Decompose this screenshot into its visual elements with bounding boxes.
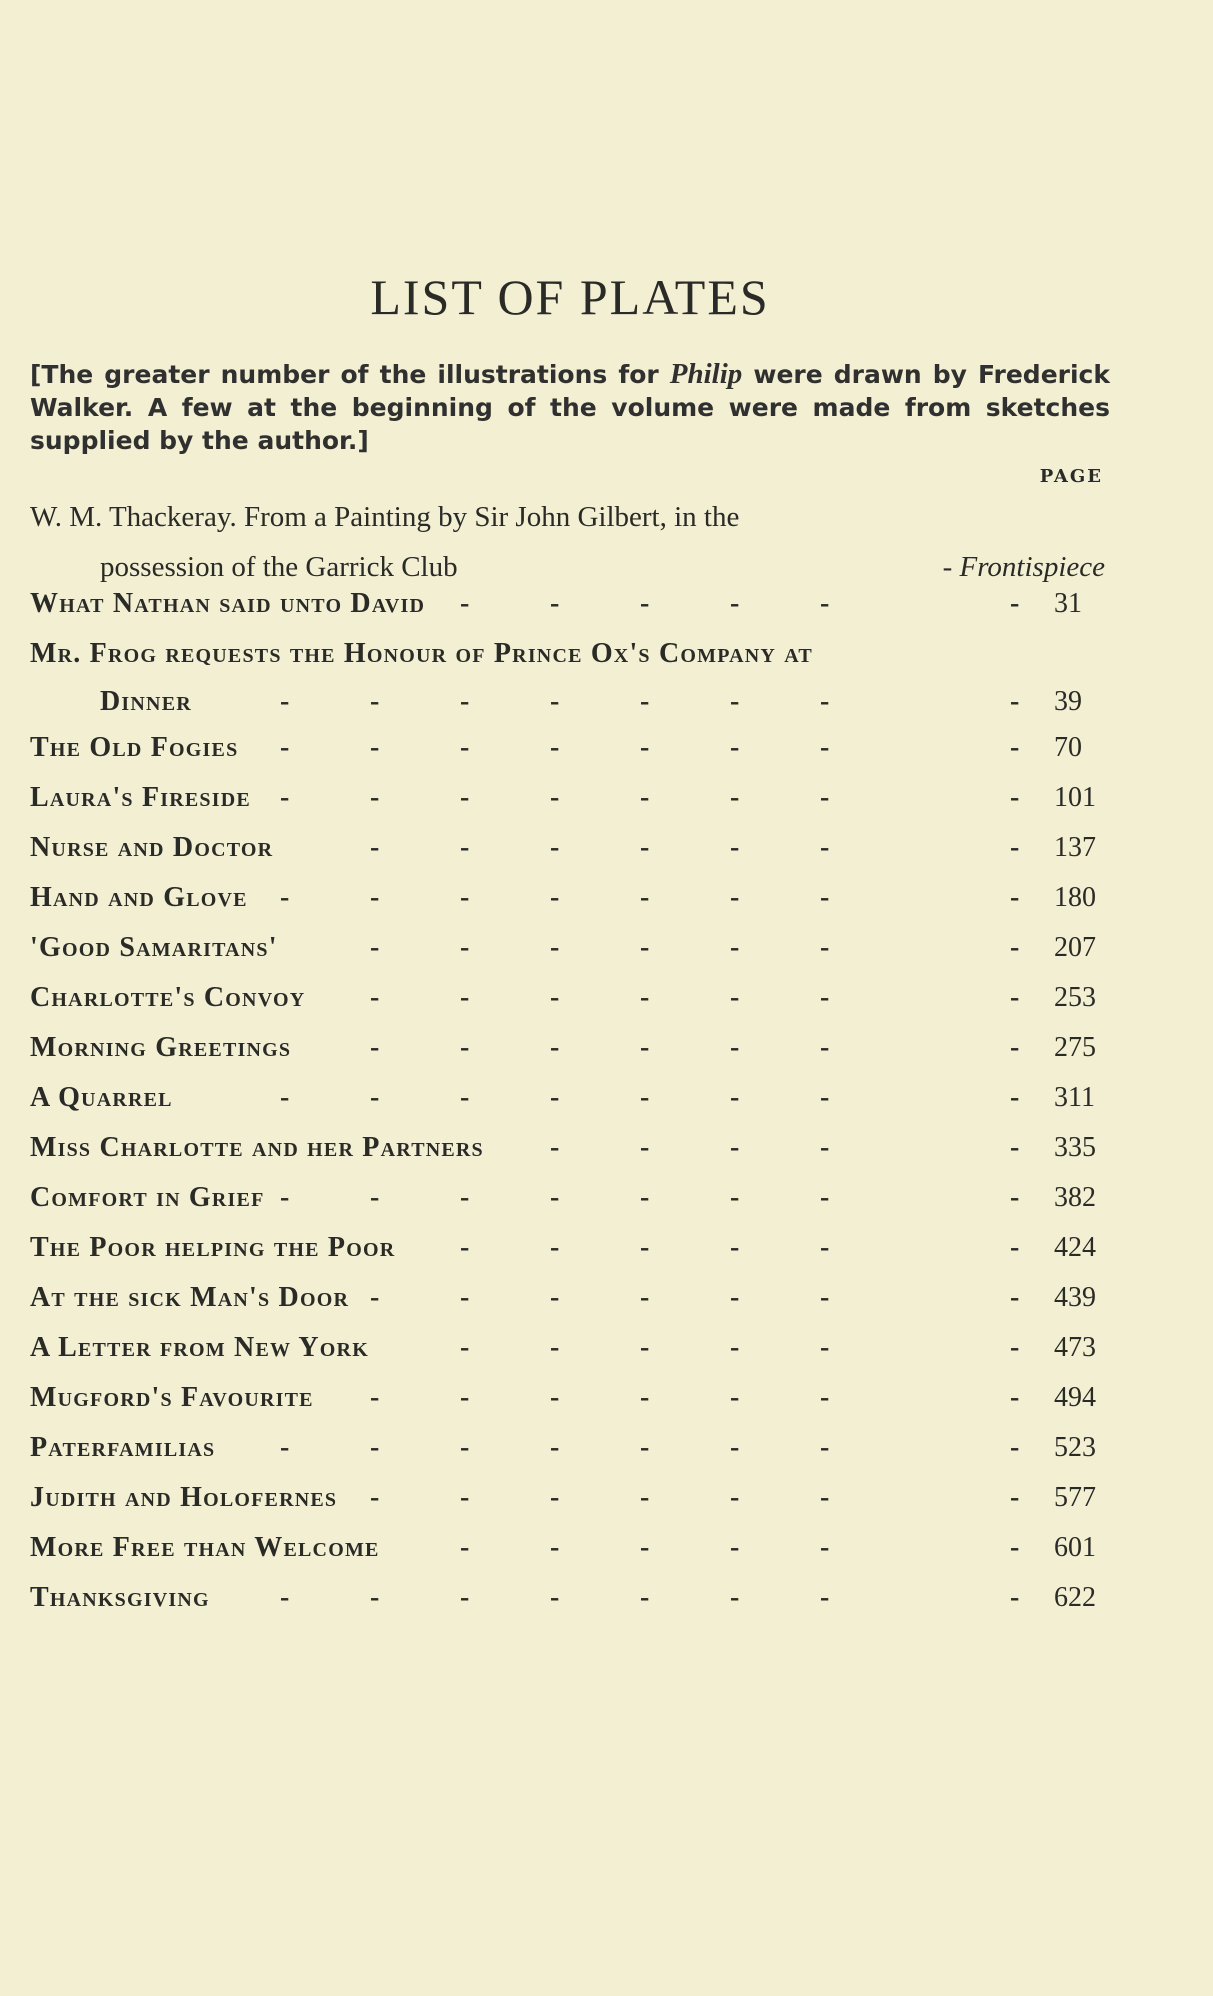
leader-dash: -	[730, 1482, 740, 1513]
leader-dash: -	[370, 1182, 380, 1213]
leader-dash: -	[730, 1332, 740, 1363]
plate-title: Nurse and Doctor	[30, 832, 274, 863]
plate-title: Morning Greetings	[30, 1032, 292, 1063]
leader-dash: -	[640, 1432, 650, 1463]
leader-dash: -	[820, 686, 830, 717]
plate-entry	[30, 1026, 1110, 1076]
plate-entry	[30, 926, 1110, 976]
plate-entry	[30, 1176, 1110, 1226]
leader-dash: -	[370, 732, 380, 763]
plate-page-number: 424	[1054, 1232, 1096, 1263]
leader-dash: -	[730, 1532, 740, 1563]
plate-title: Laura's Fireside	[30, 782, 251, 813]
leader-dash: -	[550, 1132, 560, 1163]
leader-dash: -	[730, 1082, 740, 1113]
leader-dash: -	[280, 782, 290, 813]
leader-dash: -	[1010, 932, 1020, 963]
leader-dash: -	[820, 1082, 830, 1113]
leader-dash: -	[820, 1232, 830, 1263]
leader-dash: -	[460, 588, 470, 619]
plate-entry	[30, 876, 1110, 926]
leader-dash: -	[640, 982, 650, 1013]
plate-page-number: 253	[1054, 982, 1096, 1013]
leader-dash: -	[730, 732, 740, 763]
leader-dash: -	[460, 686, 470, 717]
leader-dash: -	[550, 1082, 560, 1113]
plate-page-number: 101	[1054, 782, 1096, 813]
leader-dash: -	[460, 1232, 470, 1263]
leader-dash: -	[640, 1282, 650, 1313]
plate-page-number: 494	[1054, 1382, 1096, 1413]
leader-dash: -	[550, 1232, 560, 1263]
leader-dash: -	[1010, 1582, 1020, 1613]
leader-dash: -	[370, 1482, 380, 1513]
leader-dash: -	[730, 588, 740, 619]
leader-dash: -	[550, 1482, 560, 1513]
leader-dash: -	[550, 1432, 560, 1463]
plate-title-continued: Dinner	[100, 686, 192, 717]
plate-title: More Free than Welcome	[30, 1532, 380, 1563]
leader-dash: -	[460, 982, 470, 1013]
plate-entry	[30, 1276, 1110, 1326]
leader-dash: -	[820, 1282, 830, 1313]
leader-dash: -	[460, 932, 470, 963]
leader-dash: -	[730, 932, 740, 963]
plate-page-number: 39	[1054, 686, 1082, 717]
leader-dash: -	[370, 782, 380, 813]
leader-dash: -	[370, 1032, 380, 1063]
leader-dash: -	[820, 882, 830, 913]
plate-title: At the sick Man's Door	[30, 1282, 350, 1313]
leader-dash: -	[730, 1282, 740, 1313]
leader-dash: -	[1010, 1182, 1020, 1213]
leader-dash: -	[280, 882, 290, 913]
leader-dash: -	[370, 1432, 380, 1463]
leader-dash: -	[1010, 1532, 1020, 1563]
leader-dash: -	[550, 588, 560, 619]
leader-dash: -	[1010, 732, 1020, 763]
frontispiece-page: - Frontispiece	[942, 551, 1105, 583]
plate-entry	[30, 632, 1110, 726]
leader-dash: -	[460, 832, 470, 863]
plate-entry	[30, 1076, 1110, 1126]
frontispiece-line1: W. M. Thackeray. From a Painting by Sir John Gilbert, in the	[30, 501, 740, 533]
leader-dash: -	[730, 1432, 740, 1463]
leader-dash: -	[460, 732, 470, 763]
plate-page-number: 335	[1054, 1132, 1096, 1163]
leader-dash: -	[460, 1532, 470, 1563]
plate-entry	[30, 976, 1110, 1026]
leader-dash: -	[640, 882, 650, 913]
leader-dash: -	[1010, 588, 1020, 619]
plate-page-number: 577	[1054, 1482, 1096, 1513]
plate-title: Mr. Frog requests the Honour of Prince Ox's Company at	[30, 638, 813, 669]
page-column-label: PAGE	[1039, 466, 1103, 487]
leader-dash: -	[640, 686, 650, 717]
leader-dash: -	[1010, 1382, 1020, 1413]
leader-dash: -	[370, 832, 380, 863]
plate-title: What Nathan said unto David	[30, 588, 426, 619]
frontispiece-line2: possession of the Garrick Club	[100, 551, 458, 583]
intro-italic-title: Philip	[669, 358, 743, 390]
leader-dash: -	[820, 1582, 830, 1613]
leader-dash: -	[370, 686, 380, 717]
leader-dash: -	[280, 1082, 290, 1113]
page-title: LIST OF PLATES	[370, 269, 770, 325]
plate-title: Thanksgiving	[30, 1582, 210, 1613]
leader-dash: -	[550, 982, 560, 1013]
plate-page-number: 439	[1054, 1282, 1096, 1313]
plate-page-number: 523	[1054, 1432, 1096, 1463]
leader-dash: -	[730, 782, 740, 813]
plate-page-number: 207	[1054, 932, 1096, 963]
leader-dash: -	[640, 1132, 650, 1163]
leader-dash: -	[640, 588, 650, 619]
leader-dash: -	[550, 782, 560, 813]
plate-title: A Quarrel	[30, 1082, 173, 1113]
leader-dash: -	[640, 1332, 650, 1363]
leader-dash: -	[1010, 1082, 1020, 1113]
plate-page-number: 622	[1054, 1582, 1096, 1613]
plate-title: A Letter from New York	[30, 1332, 369, 1363]
plate-title: 'Good Samaritans'	[30, 932, 278, 963]
leader-dash: -	[280, 686, 290, 717]
leader-dash: -	[370, 1282, 380, 1313]
leader-dash: -	[280, 1582, 290, 1613]
plate-title: Mugford's Favourite	[30, 1382, 314, 1413]
leader-dash: -	[820, 732, 830, 763]
leader-dash: -	[460, 1432, 470, 1463]
leader-dash: -	[730, 686, 740, 717]
leader-dash: -	[640, 832, 650, 863]
leader-dash: -	[1010, 832, 1020, 863]
leader-dash: -	[460, 1282, 470, 1313]
leader-dash: -	[370, 882, 380, 913]
intro-text-before: [The greater number of the illustrations for	[30, 360, 670, 389]
leader-dash: -	[820, 932, 830, 963]
plate-entry	[30, 826, 1110, 876]
leader-dash: -	[550, 1582, 560, 1613]
leader-dash: -	[460, 1332, 470, 1363]
frontispiece-page-text: Frontispiece	[959, 551, 1105, 583]
leader-dash: -	[550, 1182, 560, 1213]
leader-dash: -	[1010, 1432, 1020, 1463]
leader-dash: -	[640, 732, 650, 763]
plate-page-number: 180	[1054, 882, 1096, 913]
leader-dash: -	[640, 782, 650, 813]
leader-dash: -	[730, 882, 740, 913]
plate-title: Comfort in Grief	[30, 1182, 265, 1213]
leader-dash: -	[1010, 1032, 1020, 1063]
leader-dash: -	[730, 1232, 740, 1263]
plate-page-number: 311	[1054, 1082, 1095, 1113]
leader-dash: -	[1010, 782, 1020, 813]
plate-title: The Poor helping the Poor	[30, 1232, 396, 1263]
plate-title: Paterfamilias	[30, 1432, 216, 1463]
leader-dash: -	[1010, 1282, 1020, 1313]
leader-dash: -	[1010, 882, 1020, 913]
leader-dash: -	[1010, 1132, 1020, 1163]
leader-dash: -	[1010, 1232, 1020, 1263]
plate-title: Miss Charlotte and her Partners	[30, 1132, 484, 1163]
plate-entry	[30, 582, 1110, 632]
plates-list	[30, 582, 1110, 1626]
intro-text-after: were drawn by Frederick Walker. A few at the beginning of the volume were made from sketches supplied by the author.]	[30, 360, 1110, 455]
plate-page-number: 137	[1054, 832, 1096, 863]
leader-dash: -	[370, 932, 380, 963]
leader-dash: -	[820, 1432, 830, 1463]
leader-dash: -	[550, 1532, 560, 1563]
plate-entry	[30, 1576, 1110, 1626]
leader-dash: -	[550, 1382, 560, 1413]
leader-dash: -	[370, 1382, 380, 1413]
leader-dash: -	[460, 1032, 470, 1063]
leader-dash: -	[730, 1182, 740, 1213]
leader-dash: -	[1010, 982, 1020, 1013]
plate-page-number: 70	[1054, 732, 1082, 763]
leader-dash: -	[640, 932, 650, 963]
leader-dash: -	[1010, 1482, 1020, 1513]
leader-dash: -	[1010, 1332, 1020, 1363]
leader-dash: -	[280, 732, 290, 763]
leader-dash: -	[460, 1082, 470, 1113]
leader-dash: -	[820, 588, 830, 619]
leader-dash: -	[460, 1482, 470, 1513]
leader-dash: -	[1010, 686, 1020, 717]
plate-title: Judith and Holofernes	[30, 1482, 338, 1513]
plate-title: The Old Fogies	[30, 732, 239, 763]
plate-page-number: 473	[1054, 1332, 1096, 1363]
leader-dash: -	[460, 1382, 470, 1413]
leader-dash: -	[460, 1182, 470, 1213]
plate-entry	[30, 1226, 1110, 1276]
leader-dash: -	[280, 1182, 290, 1213]
leader-dash: -	[820, 1332, 830, 1363]
leader-dash: -	[550, 882, 560, 913]
leader-dash: -	[820, 1132, 830, 1163]
leader-dash: -	[280, 1432, 290, 1463]
leader-dash: -	[820, 1182, 830, 1213]
leader-dash: -	[370, 1582, 380, 1613]
leader-dash: -	[460, 882, 470, 913]
plate-entry	[30, 1126, 1110, 1176]
leader-dash: -	[550, 932, 560, 963]
plate-entry	[30, 1426, 1110, 1476]
leader-dash: -	[730, 1382, 740, 1413]
plate-entry	[30, 1476, 1110, 1526]
plate-entry	[30, 1326, 1110, 1376]
plate-page-number: 31	[1054, 588, 1082, 619]
plate-title: Hand and Glove	[30, 882, 248, 913]
plate-page-number: 382	[1054, 1182, 1096, 1213]
leader-dash: -	[820, 1482, 830, 1513]
plate-page-number: 601	[1054, 1532, 1096, 1563]
frontispiece-entry	[30, 492, 1105, 592]
leader-dash: -	[640, 1082, 650, 1113]
leader-dash: -	[820, 1532, 830, 1563]
leader-dash: -	[460, 782, 470, 813]
leader-dash: -	[640, 1382, 650, 1413]
leader-dash: -	[640, 1182, 650, 1213]
plate-entry	[30, 776, 1110, 826]
leader-dash: -	[550, 1282, 560, 1313]
leader-dash: -	[460, 1582, 470, 1613]
leader-dash: -	[550, 1032, 560, 1063]
leader-dash: -	[730, 832, 740, 863]
leader-dash: -	[820, 832, 830, 863]
leader-dash: -	[550, 832, 560, 863]
plate-entry	[30, 1376, 1110, 1426]
leader-dash: -	[550, 686, 560, 717]
leader-dash: -	[640, 1532, 650, 1563]
leader-dash: -	[730, 1582, 740, 1613]
leader-dash: -	[370, 1082, 380, 1113]
leader-dash: -	[550, 732, 560, 763]
plate-entry	[30, 726, 1110, 776]
leader-dash: -	[820, 782, 830, 813]
leader-dash: -	[640, 1582, 650, 1613]
leader-dash: -	[820, 1032, 830, 1063]
leader-dash: -	[640, 1032, 650, 1063]
plate-page-number: 275	[1054, 1032, 1096, 1063]
leader-dash: -	[730, 1032, 740, 1063]
plate-title: Charlotte's Convoy	[30, 982, 306, 1013]
leader-dash: -	[820, 982, 830, 1013]
leader-dash: -	[820, 1382, 830, 1413]
leader-dash: -	[730, 1132, 740, 1163]
plate-entry	[30, 1526, 1110, 1576]
intro-note	[30, 358, 1110, 457]
leader-dash: -	[370, 982, 380, 1013]
leader-dash: -	[730, 982, 740, 1013]
leader-dash: -	[640, 1482, 650, 1513]
leader-dash: -	[640, 1232, 650, 1263]
leader-dash: -	[550, 1332, 560, 1363]
